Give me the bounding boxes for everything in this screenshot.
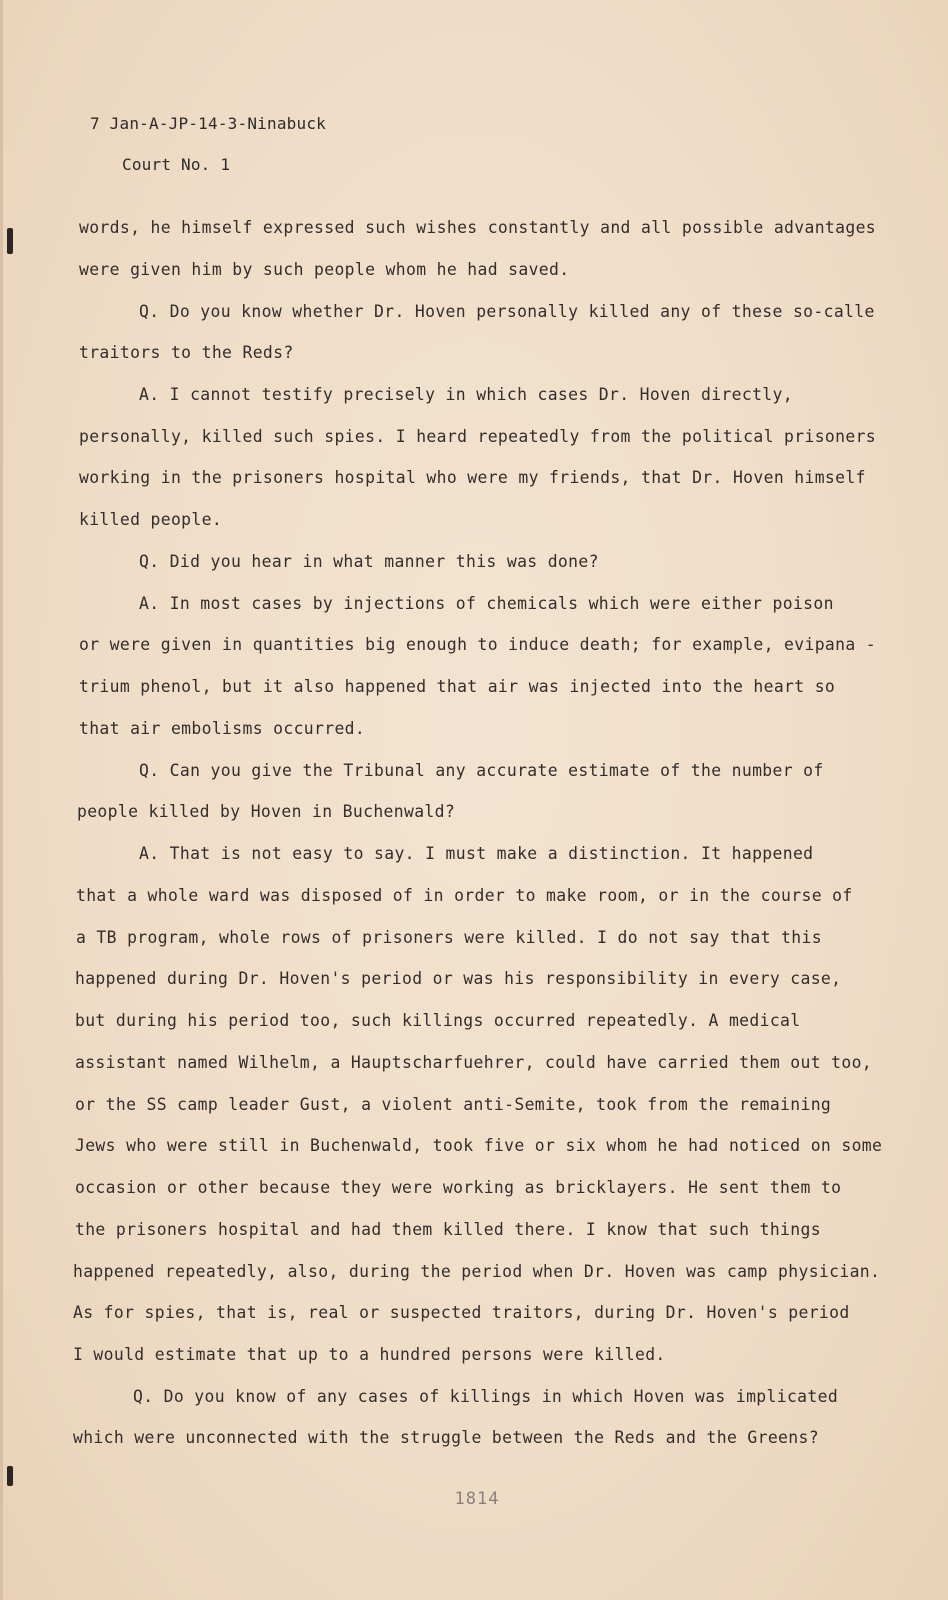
document-reference: 7 Jan-A-JP-14-3-Ninabuck bbox=[90, 114, 326, 133]
text-line: Jews who were still in Buchenwald, took five or six whom he had noticed on some bbox=[75, 1136, 883, 1155]
answer-line: A. I cannot testify precisely in which cases Dr. Hoven directly, bbox=[139, 385, 793, 404]
text-line: As for spies, that is, real or suspected traitors, during Dr. Hoven's period bbox=[73, 1303, 850, 1322]
answer-line: A. That is not easy to say. I must make a distinction. It happened bbox=[139, 844, 814, 863]
text-line: were given him by such people whom he had saved. bbox=[79, 260, 570, 279]
question-line: Q. Do you know of any cases of killings in which Hoven was implicated bbox=[133, 1387, 839, 1406]
text-line: working in the prisoners hospital who were my friends, that Dr. Hoven himself bbox=[79, 468, 866, 487]
binding-mark bbox=[7, 228, 13, 254]
text-line: that a whole ward was disposed of in order to make room, or in the course of bbox=[76, 886, 853, 905]
text-line: a TB program, whole rows of prisoners were killed. I do not say that this bbox=[76, 928, 822, 947]
page-number: 1814 bbox=[454, 1489, 500, 1509]
text-line: words, he himself expressed such wishes constantly and all possible advantages bbox=[79, 218, 877, 237]
answer-line: A. In most cases by injections of chemicals which were either poison bbox=[139, 594, 834, 613]
text-line: happened during Dr. Hoven's period or was his responsibility in every case, bbox=[75, 969, 842, 988]
text-line: traitors to the Reds? bbox=[79, 343, 294, 362]
text-line: people killed by Hoven in Buchenwald? bbox=[77, 802, 456, 821]
court-number: Court No. 1 bbox=[122, 155, 231, 174]
text-line: personally, killed such spies. I heard repeatedly from the political prisoners bbox=[79, 427, 877, 446]
text-line: which were unconnected with the struggle between the Reds and the Greens? bbox=[73, 1428, 819, 1447]
binding-mark bbox=[7, 1466, 13, 1486]
text-line: assistant named Wilhelm, a Hauptscharfuehrer, could have carried them out too, bbox=[75, 1053, 873, 1072]
text-line: I would estimate that up to a hundred persons were killed. bbox=[73, 1345, 666, 1364]
text-line: the prisoners hospital and had them killed there. I know that such things bbox=[75, 1220, 821, 1239]
text-line: happened repeatedly, also, during the period when Dr. Hoven was camp physician. bbox=[73, 1262, 881, 1281]
text-line: but during his period too, such killings occurred repeatedly. A medical bbox=[75, 1011, 801, 1030]
question-line: Q. Did you hear in what manner this was done? bbox=[139, 552, 599, 571]
text-line: trium phenol, but it also happened that air was injected into the heart so bbox=[79, 677, 836, 696]
text-line: or the SS camp leader Gust, a violent anti-Semite, took from the remaining bbox=[75, 1095, 832, 1114]
text-line: or were given in quantities big enough to induce death; for example, evipana - bbox=[79, 635, 877, 654]
text-line: occasion or other because they were working as bricklayers. He sent them to bbox=[75, 1178, 842, 1197]
text-line: killed people. bbox=[79, 510, 223, 529]
question-line: Q. Do you know whether Dr. Hoven personally killed any of these so-calle bbox=[139, 302, 875, 321]
question-line: Q. Can you give the Tribunal any accurate estimate of the number of bbox=[139, 761, 824, 780]
text-line: that air embolisms occurred. bbox=[79, 719, 366, 738]
